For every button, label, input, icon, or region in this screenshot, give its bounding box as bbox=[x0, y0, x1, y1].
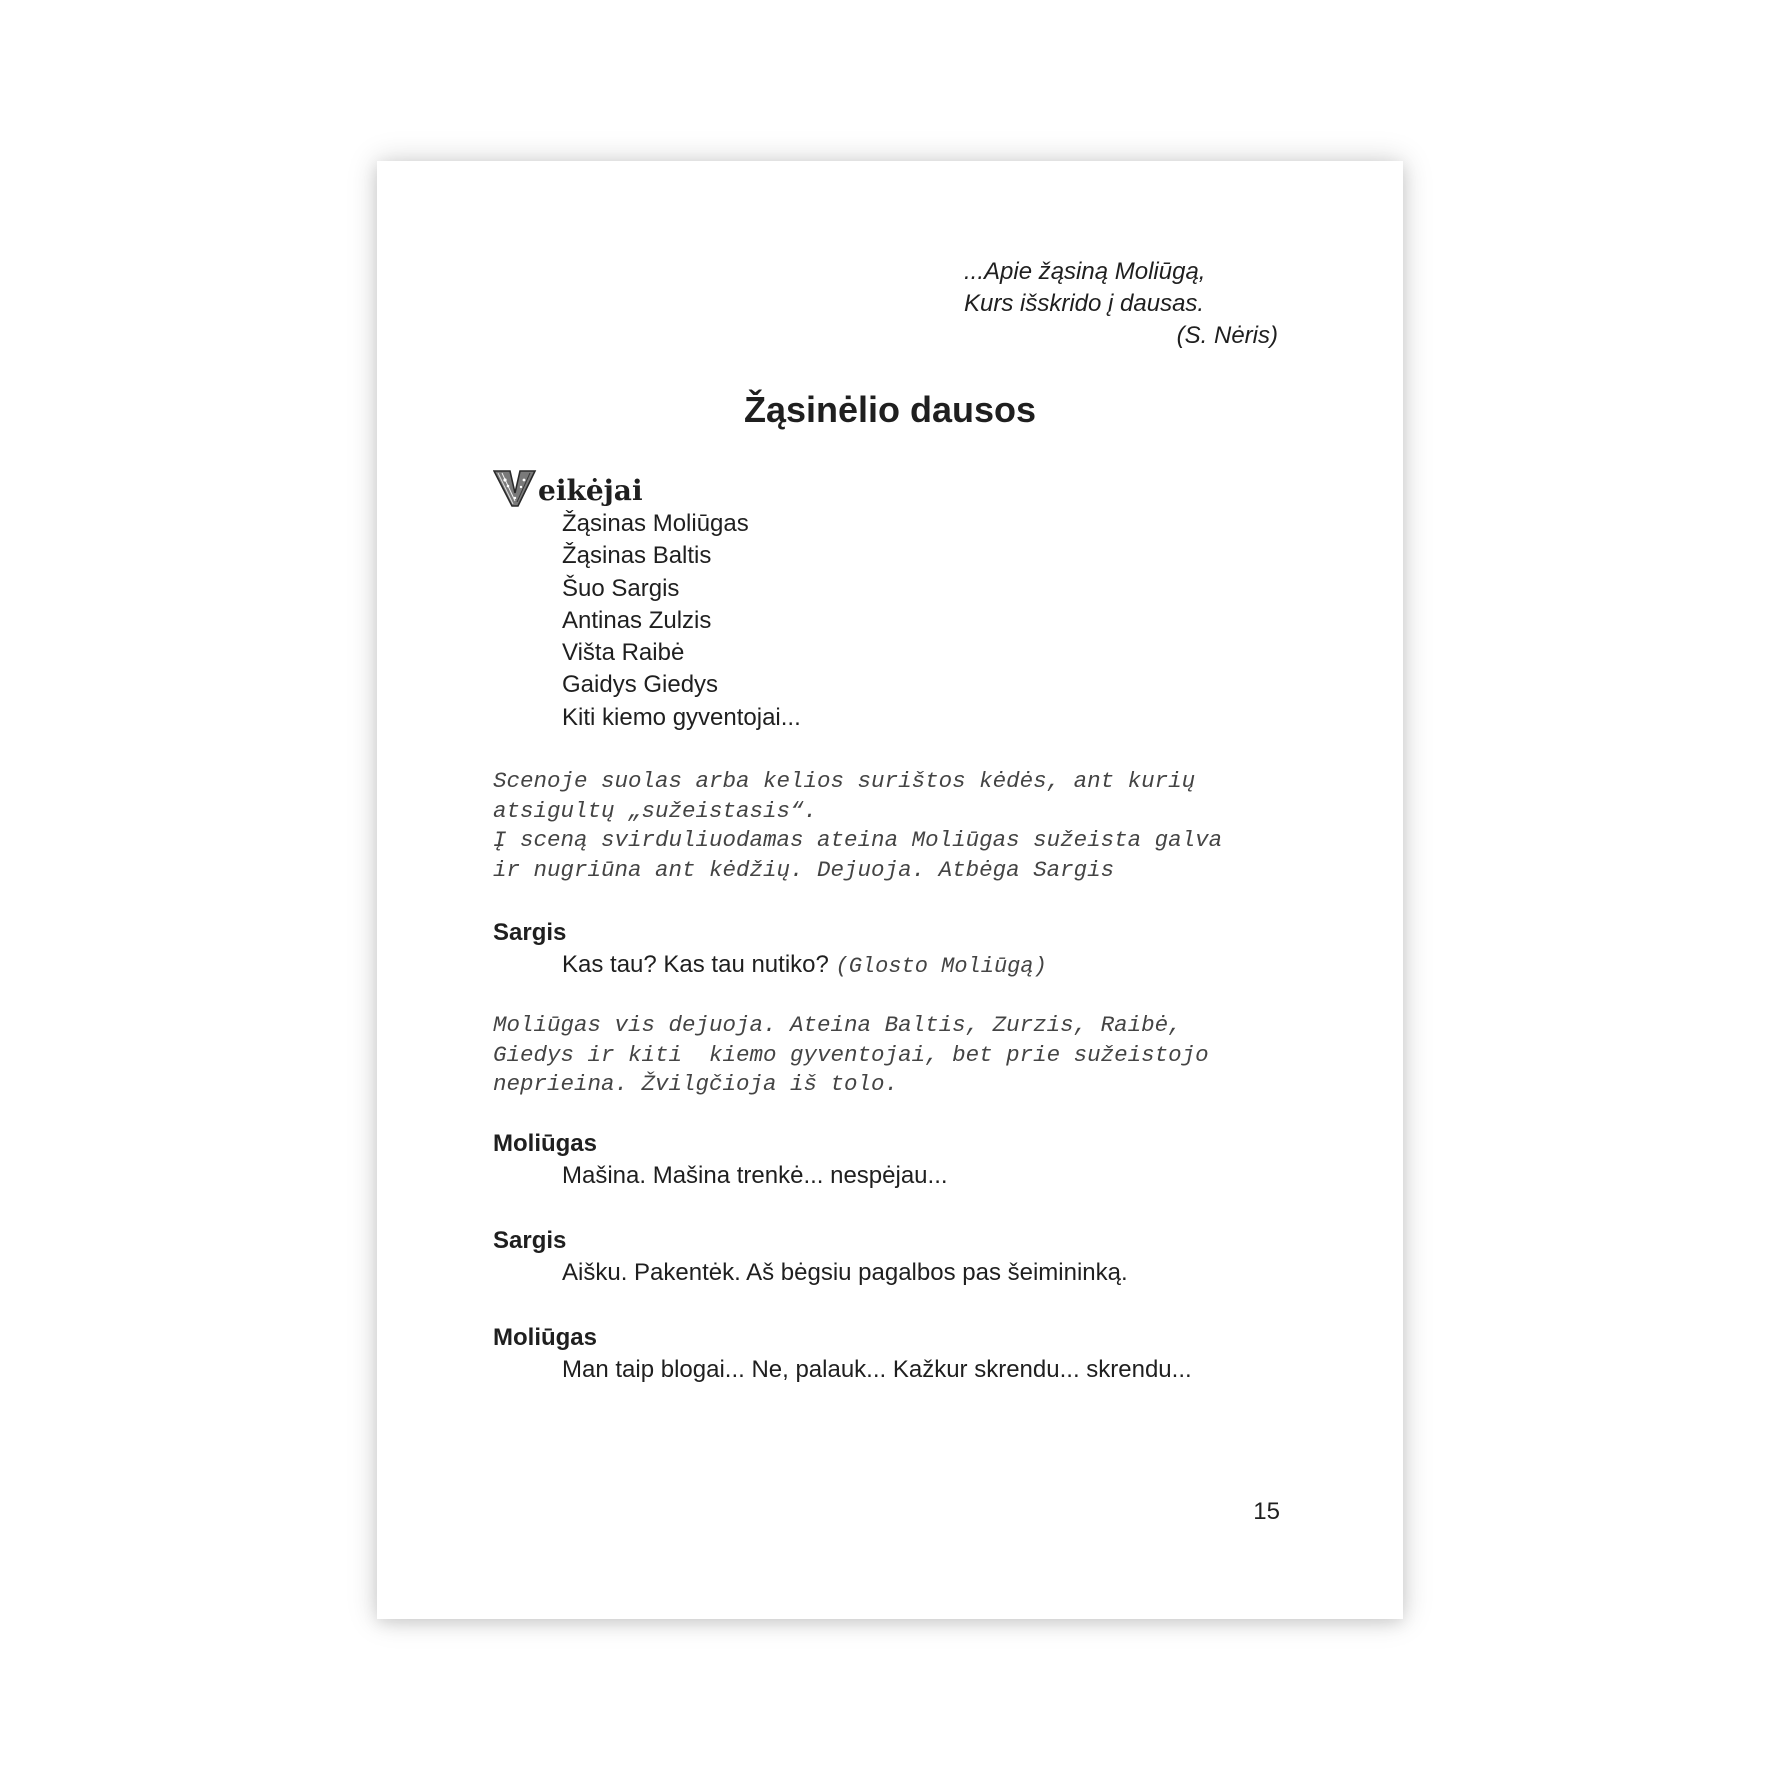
cast-member: Kiti kiemo gyventojai... bbox=[562, 703, 801, 731]
epigraph-author: (S. Nėris) bbox=[1176, 322, 1278, 349]
dialogue-line bbox=[562, 949, 1047, 983]
epigraph-line-2: Kurs išskrido į dausas. bbox=[964, 290, 1205, 317]
cast-heading bbox=[493, 462, 643, 508]
epigraph-line-1: ...Apie žąsiną Moliūgą, bbox=[964, 258, 1206, 285]
epigraph bbox=[964, 256, 1278, 352]
ornamental-dropcap-v bbox=[493, 468, 537, 508]
page-number: 15 bbox=[1253, 1498, 1280, 1525]
stage-direction-line: Giedys ir kiti kiemo gyventojai, bet prie sužeistojo bbox=[493, 1041, 1209, 1068]
cast-member: Šuo Sargis bbox=[562, 574, 680, 602]
page-title: Žąsinėlio dausos bbox=[743, 389, 1037, 430]
cast-member: Višta Raibė bbox=[562, 639, 685, 667]
stage-direction-line: ir nugriūna ant kėdžių. Dejuoja. Atbėga Sargis bbox=[493, 856, 1115, 883]
stage-direction-line: Moliūgas vis dejuoja. Ateina Baltis, Zurzis, Raibė, bbox=[493, 1012, 1182, 1038]
speaker-name: Moliūgas bbox=[493, 1324, 598, 1351]
cast-list bbox=[562, 508, 801, 734]
dialogue-aside: (Glosto Moliūgą) bbox=[835, 954, 1047, 979]
dialogue-line: Mašina. Mašina trenkė... nespėjau... bbox=[562, 1162, 948, 1189]
stage-direction-line: neprieina. Žvilgčioja iš tolo. bbox=[493, 1071, 899, 1097]
cast-member: Antinas Zulzis bbox=[562, 606, 712, 634]
dialogue-line: Man taip blogai... Ne, palauk... Kažkur skrendu... skrendu... bbox=[562, 1356, 1192, 1383]
speaker-name: Sargis bbox=[493, 919, 567, 946]
stage-direction-line: atsigultų „sužeistasis“. bbox=[493, 797, 818, 824]
book-page bbox=[377, 161, 1403, 1619]
stage-direction-line: Į sceną svirduliuodamas ateina Moliūgas sužeista galva bbox=[493, 827, 1223, 853]
cast-member: Gaidys Giedys bbox=[562, 671, 719, 699]
dialogue-text: Kas tau? Kas tau nutiko? bbox=[562, 951, 829, 978]
cast-heading-label: eikėjai bbox=[538, 474, 643, 507]
stage-direction-second bbox=[493, 1011, 1293, 1100]
stage-direction-line: Scenoje suolas arba kelios surištos kėdės, ant kurių bbox=[493, 768, 1196, 794]
cast-member: Žąsinas Baltis bbox=[562, 542, 712, 570]
cast-member: Žąsinas Moliūgas bbox=[562, 510, 749, 537]
speaker-name: Moliūgas bbox=[493, 1130, 598, 1157]
speaker-name: Sargis bbox=[493, 1227, 567, 1254]
stage-direction-opening bbox=[493, 767, 1293, 885]
dialogue-line: Aišku. Pakentėk. Aš bėgsiu pagalbos pas šeimininką. bbox=[562, 1259, 1128, 1286]
